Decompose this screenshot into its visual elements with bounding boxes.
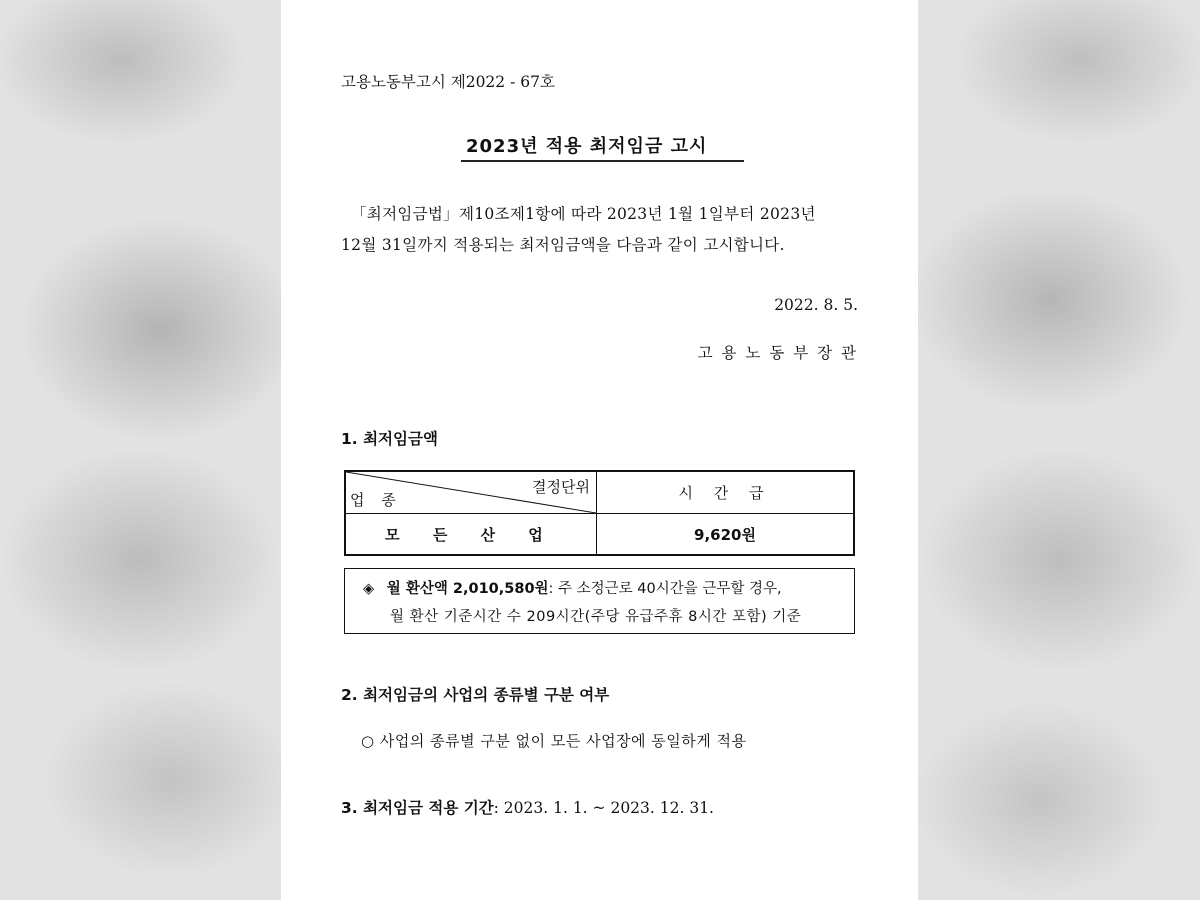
section-3-heading: 3. 최저임금 적용 기간 [341,799,494,817]
note-line-2: 월 환산 기준시간 수 209시간(주당 유급주휴 8시간 포함) 기준 [390,609,802,625]
section-2-item: ○ 사업의 종류별 구분 없이 모든 사업장에 동일하게 적용 [361,732,747,750]
section-2-heading: 2. 최저임금의 사업의 종류별 구분 여부 [341,686,610,704]
issuer: 고 용 노 동 부 장 관 [697,344,858,362]
minimum-wage-table [344,470,855,556]
notice-number: 고용노동부고시 제2022 - 67호 [341,73,555,91]
note-line-1 [363,577,782,598]
monthly-conversion-note [344,568,855,634]
document-title: 2023년 적용 최저임금 고시 [466,136,708,157]
body-line-2: 12월 31일까지 적용되는 최저임금액을 다음과 같이 고시합니다. [341,236,785,254]
note-monthly-amount: 월 환산액 2,010,580원 [386,581,549,597]
section-1-heading: 1. 최저임금액 [341,430,438,448]
document-page [281,0,918,900]
note-line-1-rest: : 주 소정근로 40시간을 근무할 경우, [548,581,782,597]
note-diamond-icon: ◈ [363,581,375,597]
hourly-wage-cell: 9,620원 [597,514,855,556]
header-industry-label: 업 종 [350,491,402,509]
notice-date: 2022. 8. 5. [774,296,858,314]
section-3-period: : 2023. 1. 1. ~ 2023. 12. 31. [493,799,714,817]
table-header-diagonal-cell [345,471,597,514]
header-unit-label: 결정단위 [532,478,590,496]
industry-cell: 모 든 산 업 [345,514,597,556]
section-3-line [341,796,714,818]
header-hourly-wage: 시 간 급 [597,471,855,514]
title-underline [461,160,744,162]
body-line-1: 「최저임금법」제10조제1항에 따라 2023년 1월 1일부터 2023년 [351,205,816,223]
